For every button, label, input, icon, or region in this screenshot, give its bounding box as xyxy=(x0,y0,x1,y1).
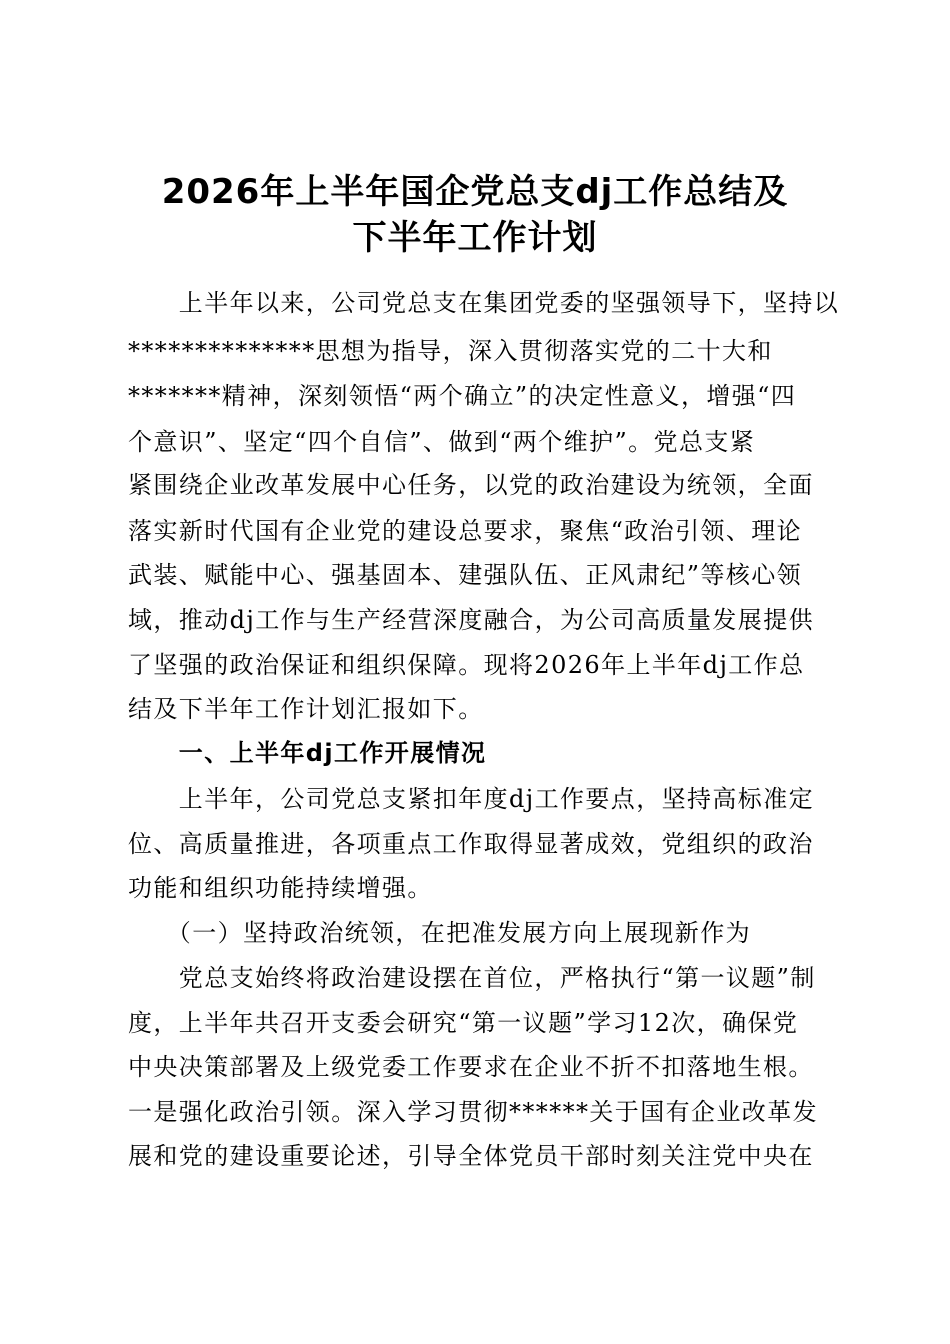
intro-line: 了坚强的政治保证和组织保障。现将2026年上半年dj工作总 xyxy=(128,651,805,679)
intro-line: 紧围绕企业改革发展中心任务，以党的政治建设为统领，全面 xyxy=(128,471,814,499)
subsection-paragraph-line: 中央决策部署及上级党委工作要求在企业不折不扣落地生根。 xyxy=(128,1053,814,1081)
subsection-paragraph-line: 度，上半年共召开支委会研究“第一议题”学习12次，确保党 xyxy=(128,1009,799,1037)
intro-line: *******精神，深刻领悟“两个确立”的决定性意义，增强“四 xyxy=(128,382,797,410)
document-title-line-2: 下半年工作计划 xyxy=(352,218,598,258)
intro-line: **************思想为指导，深入贯彻落实党的二十大和 xyxy=(128,337,773,365)
subsection-paragraph-line: 展和党的建设重要论述，引导全体党员干部时刻关注党中央在 xyxy=(128,1142,814,1170)
intro-line: 武装、赋能中心、强基固本、建强队伍、正风肃纪”等核心领 xyxy=(128,561,803,589)
intro-line: 结及下半年工作计划汇报如下。 xyxy=(128,695,484,723)
intro-line: 上半年以来，公司党总支在集团党委的坚强领导下，坚持以 xyxy=(128,289,840,317)
subsection-heading: （一）坚持政治统领，在把准发展方向上展现新作为 xyxy=(128,919,751,947)
intro-line: 落实新时代国有企业党的建设总要求，聚焦“政治引领、理论 xyxy=(128,517,803,545)
subsection-paragraph-line: 党总支始终将政治建设摆在首位，严格执行“第一议题”制 xyxy=(128,964,816,992)
section-heading: 一、上半年dj工作开展情况 xyxy=(128,739,487,767)
document-title-line-1: 2026年上半年国企党总支dj工作总结及 xyxy=(161,172,789,212)
section-paragraph-line: 上半年，公司党总支紧扣年度dj工作要点，坚持高标准定 xyxy=(128,785,815,813)
section-paragraph-line: 功能和组织功能持续增强。 xyxy=(128,874,433,902)
intro-line: 个意识”、坚定“四个自信”、做到“两个维护”。党总支紧 xyxy=(128,428,756,456)
intro-line: 域，推动dj工作与生产经营深度融合，为公司高质量发展提供 xyxy=(128,606,815,634)
subsection-paragraph-line: 一是强化政治引领。深入学习贯彻******关于国有企业改革发 xyxy=(128,1098,818,1126)
section-paragraph-line: 位、高质量推进，各项重点工作取得显著成效，党组织的政治 xyxy=(128,830,814,858)
